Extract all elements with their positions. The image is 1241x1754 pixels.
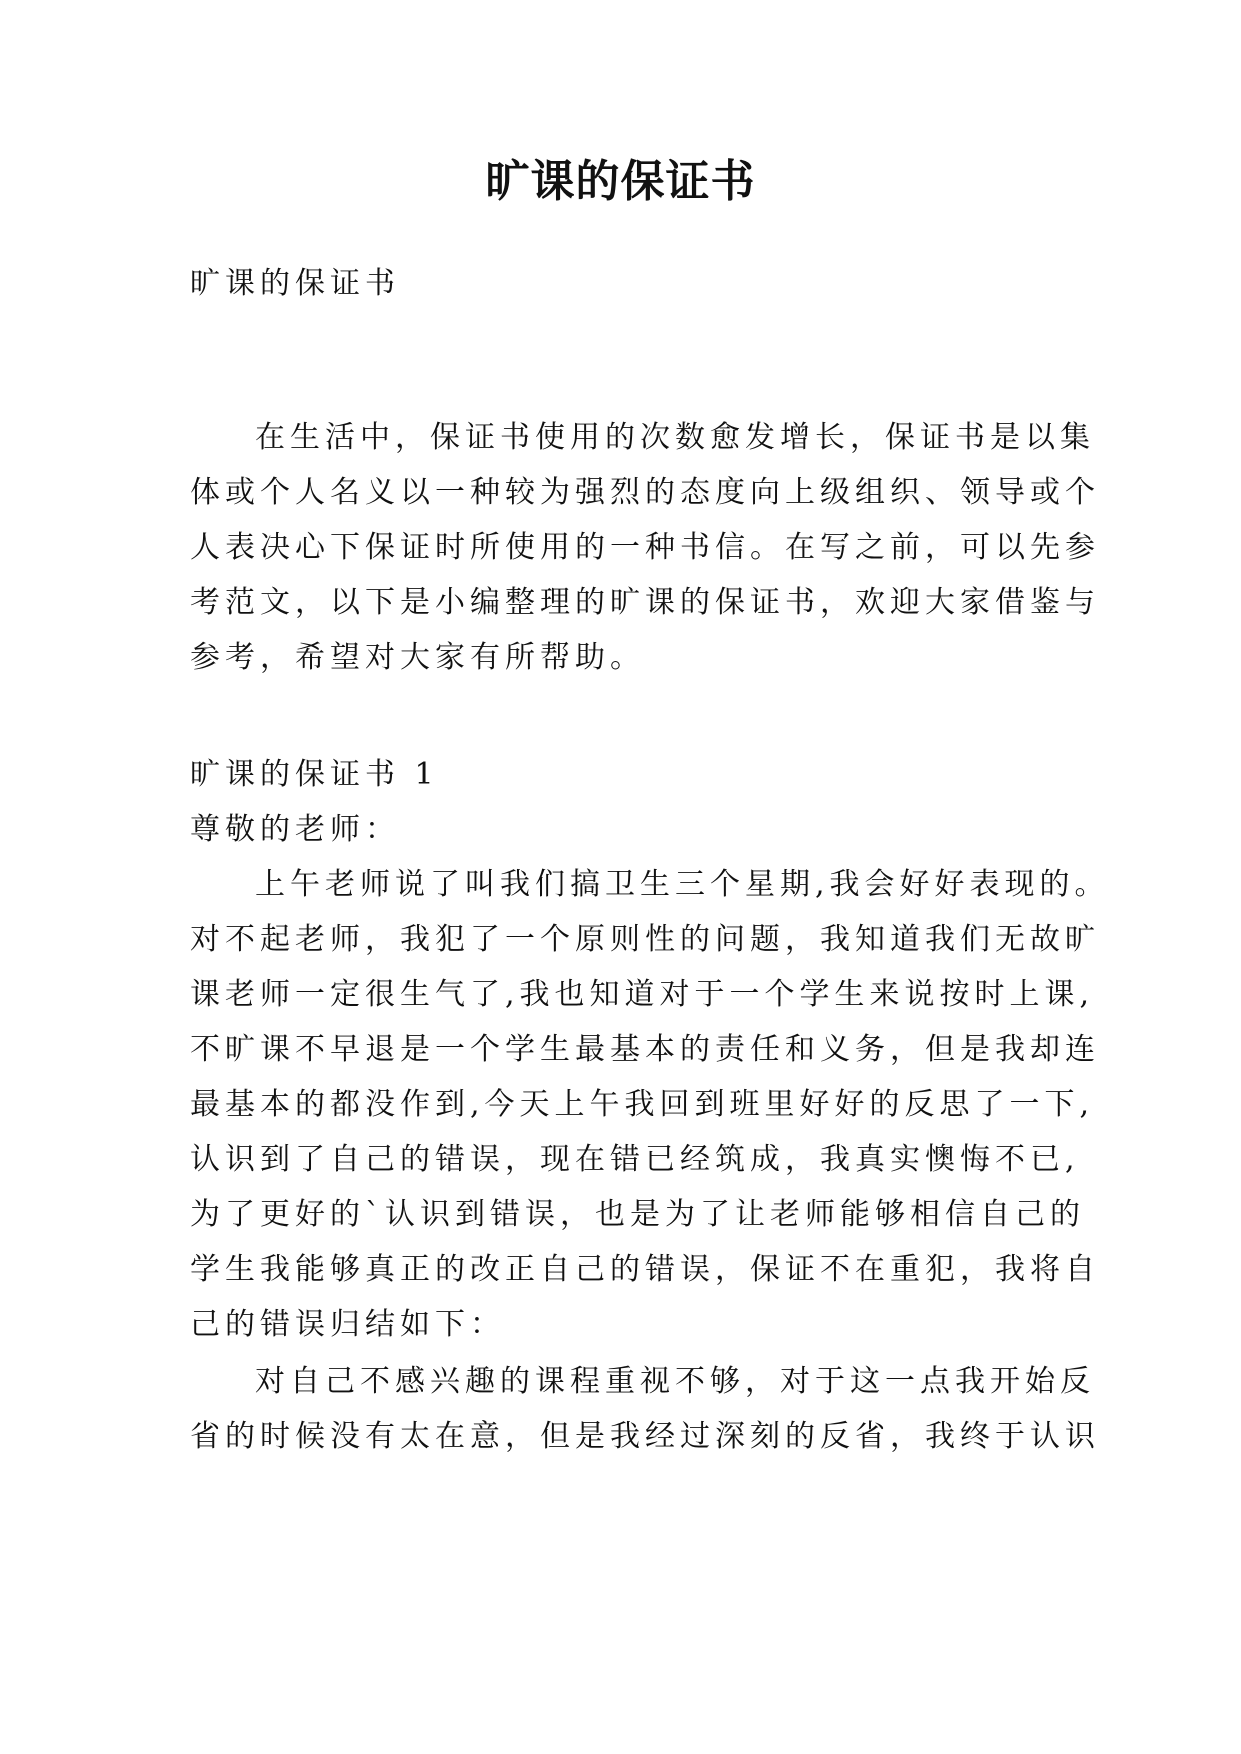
text-line: 最基本的都没作到,今天上午我回到班里好好的反思了一下, <box>190 1087 1095 1122</box>
text-line: 在生活中，保证书使用的次数愈发增长，保证书是以集 <box>255 420 1095 455</box>
document-title: 旷课的保证书 <box>485 156 756 207</box>
text-line: 考范文，以下是小编整理的旷课的保证书，欢迎大家借鉴与 <box>190 585 1100 620</box>
text-line: 参考，希望对大家有所帮助。 <box>190 640 645 675</box>
text-line: 省的时候没有太在意，但是我经过深刻的反省，我终于认识 <box>190 1419 1100 1454</box>
text-line: 体或个人名义以一种较为强烈的态度向上级组织、领导或个 <box>190 475 1100 510</box>
text-line: 课老师一定很生气了,我也知道对于一个学生来说按时上课, <box>190 977 1095 1012</box>
section-heading: 旷课的保证书 1 <box>190 757 439 792</box>
text-line: 人表决心下保证时所使用的一种书信。在写之前，可以先参 <box>190 530 1100 565</box>
text-line: 为了更好的`认识到错误，也是为了让老师能够相信自己的 <box>190 1197 1085 1232</box>
text-line: 上午老师说了叫我们搞卫生三个星期,我会好好表现的。 <box>255 867 1110 902</box>
text-line: 己的错误归结如下： <box>190 1307 505 1342</box>
text-line: 对自己不感兴趣的课程重视不够，对于这一点我开始反 <box>255 1364 1095 1399</box>
text-line: 不旷课不早退是一个学生最基本的责任和义务，但是我却连 <box>190 1032 1100 1067</box>
text-line: 学生我能够真正的改正自己的错误，保证不在重犯，我将自 <box>190 1252 1100 1287</box>
salutation: 尊敬的老师： <box>190 812 400 847</box>
text-line: 对不起老师，我犯了一个原则性的问题，我知道我们无故旷 <box>190 922 1100 957</box>
document-subtitle: 旷课的保证书 <box>190 266 400 301</box>
text-line: 认识到了自己的错误，现在错已经筑成，我真实懊悔不已, <box>190 1142 1080 1177</box>
